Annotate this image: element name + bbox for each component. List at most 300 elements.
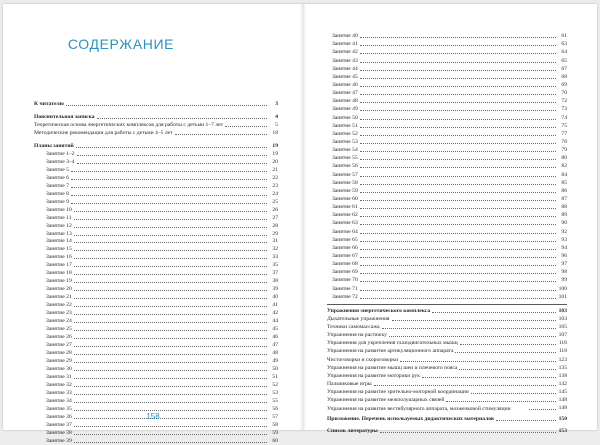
toc-entry-label: Занятие 63 [332, 220, 358, 227]
dot-leader [459, 368, 556, 370]
toc-entry-page: 75 [561, 122, 567, 129]
toc-entry-label: Занятие 56 [332, 163, 358, 170]
dot-leader [66, 104, 267, 106]
toc-entry[interactable] [327, 48, 567, 56]
dot-leader [71, 194, 267, 196]
toc-entry-page: 4 [275, 113, 278, 120]
toc-entry[interactable] [327, 227, 567, 235]
dot-leader [360, 93, 556, 95]
toc-entry[interactable] [327, 154, 567, 162]
dot-leader [360, 280, 556, 282]
toc-entry[interactable] [34, 174, 278, 182]
toc-entry[interactable] [327, 170, 567, 178]
toc-entry[interactable] [327, 323, 567, 331]
toc-entry-page: 70 [561, 90, 567, 97]
toc-entry[interactable] [327, 162, 567, 170]
toc-entry[interactable] [34, 198, 278, 206]
toc-entry[interactable] [327, 364, 567, 372]
dot-leader [74, 289, 267, 291]
toc-entry-page: 100 [558, 285, 567, 292]
toc-entry-page: 32 [272, 246, 278, 253]
toc-entry[interactable] [327, 339, 567, 347]
toc-entry-label: Занятие 1–2 [46, 150, 75, 157]
toc-entry-label: Занятие 52 [332, 130, 358, 137]
toc-entry[interactable] [327, 81, 567, 89]
dot-leader [74, 305, 267, 307]
toc-entry[interactable] [327, 396, 567, 404]
toc-entry-label: Занятие 35 [46, 405, 72, 412]
toc-entry[interactable] [327, 236, 567, 244]
toc-entry[interactable] [34, 389, 278, 397]
dot-leader [432, 311, 556, 313]
toc-entry-page: 123 [558, 356, 567, 363]
toc-entry[interactable] [34, 317, 278, 325]
dot-leader [360, 289, 556, 291]
toc-entry-page: 145 [558, 389, 567, 396]
toc-entry[interactable] [327, 331, 567, 339]
toc-entry-label: Занятие 57 [332, 171, 358, 178]
toc-entry-page: 88 [561, 204, 567, 211]
toc-entry[interactable] [34, 182, 278, 190]
dot-leader [455, 351, 556, 353]
dot-leader [360, 191, 556, 193]
toc-entry[interactable] [327, 415, 567, 423]
toc-entry-label: Занятие 69 [332, 269, 358, 276]
dot-leader [360, 223, 556, 225]
dot-leader [360, 256, 556, 258]
dot-leader [74, 401, 267, 403]
toc-entry-page: 19 [272, 142, 278, 149]
toc-entry[interactable] [34, 397, 278, 405]
dot-leader [360, 134, 556, 136]
toc-entry[interactable] [327, 56, 567, 64]
toc-entry-label: Занятие 62 [332, 212, 358, 219]
toc-entry-label: Техники самомассажа [327, 324, 380, 331]
dot-leader [460, 343, 556, 345]
dot-leader [360, 166, 556, 168]
toc-entry[interactable] [34, 269, 278, 277]
toc-entry-page: 27 [272, 214, 278, 221]
toc-entry-page: 18 [272, 129, 278, 136]
toc-entry[interactable] [327, 195, 567, 203]
toc-entry-page: 90 [561, 220, 567, 227]
toc-entry-page: 28 [272, 222, 278, 229]
toc-entry-label: Методические рекомендации для работы с детьми 4–5 лет [34, 129, 173, 136]
toc-entry[interactable] [34, 309, 278, 317]
toc-entry-label: Занятие 53 [332, 138, 358, 145]
toc-entry-page: 52 [272, 381, 278, 388]
toc-entry-label: Упражнения на развитие вестибулярного аппарата, мозжечковой стимуляции [327, 405, 511, 412]
toc-entry[interactable] [34, 293, 278, 301]
toc-entry[interactable] [34, 100, 278, 108]
toc-entry[interactable] [34, 437, 278, 445]
toc-entry[interactable] [34, 301, 278, 309]
toc-entry-label: Занятие 39 [46, 437, 72, 444]
toc-entry-label: Дыхательные упражнения [327, 315, 390, 322]
toc-entry[interactable] [34, 214, 278, 222]
toc-entry[interactable] [327, 380, 567, 388]
dot-leader [74, 377, 267, 379]
toc-entry-label: Планы занятий [34, 142, 74, 149]
toc-entry-label: Занятие 12 [46, 222, 72, 229]
dot-leader [360, 240, 556, 242]
toc-entry-label: Занятие 5 [46, 166, 69, 173]
toc-entry-page: 51 [272, 373, 278, 380]
dot-leader [71, 170, 267, 172]
toc-entry[interactable] [327, 293, 567, 301]
dot-leader [360, 142, 556, 144]
toc-entry-label: Занятие 32 [46, 381, 72, 388]
dot-leader [392, 319, 556, 321]
toc-entry-label: Занятие 50 [332, 114, 358, 121]
toc-entry[interactable] [34, 277, 278, 285]
toc-entry-page: 53 [272, 389, 278, 396]
toc-entry[interactable] [327, 73, 567, 81]
toc-entry[interactable] [327, 97, 567, 105]
toc-entry[interactable] [34, 373, 278, 381]
toc-entry[interactable] [327, 219, 567, 227]
toc-entry-page: 29 [272, 230, 278, 237]
toc-entry[interactable] [327, 252, 567, 260]
toc-entry-page: 135 [558, 364, 567, 371]
toc-entry-label: Занятие 21 [46, 294, 72, 301]
toc-entry[interactable] [327, 130, 567, 138]
toc-entry[interactable] [34, 349, 278, 357]
toc-entry[interactable] [34, 150, 278, 158]
dot-leader [77, 162, 267, 164]
toc-entry-page: 48 [272, 350, 278, 357]
toc-entry-page: 21 [272, 166, 278, 173]
toc-entry-label: Занятие 7 [46, 182, 69, 189]
toc-entry-label: Чистоговорки и скороговорки [327, 356, 399, 363]
dot-leader [74, 297, 267, 299]
toc-entry-page: 50 [272, 365, 278, 372]
toc-entry-page: 38 [272, 278, 278, 285]
toc-entry-label: Упражнения энергетического комплекса [327, 307, 431, 314]
toc-entry-page: 45 [272, 326, 278, 333]
toc-entry[interactable] [34, 206, 278, 214]
toc-entry-page: 26 [272, 206, 278, 213]
toc-entry[interactable] [327, 355, 567, 363]
toc-entry-label: Занятие 47 [332, 90, 358, 97]
dot-leader [74, 345, 267, 347]
dot-leader [97, 117, 267, 119]
toc-entry[interactable] [34, 421, 278, 429]
toc-entry-page: 65 [561, 57, 567, 64]
toc-entry-page: 84 [561, 171, 567, 178]
toc-entry[interactable] [327, 268, 567, 276]
toc-entry-label: Упражнения на развитие межполушарных связей [327, 397, 445, 404]
toc-entry-page: 138 [558, 372, 567, 379]
toc-entry[interactable] [327, 105, 567, 113]
toc-entry-label: Упражнения для укрепления глазодвигательных мышц [327, 340, 458, 347]
toc-entry-page: 80 [561, 155, 567, 162]
toc-entry-label: Занятие 24 [46, 318, 72, 325]
toc-entry-label: Занятие 14 [46, 238, 72, 245]
toc-entry-label: Занятие 37 [46, 421, 72, 428]
toc-entry-page: 44 [272, 318, 278, 325]
toc-entry[interactable] [327, 244, 567, 252]
toc-entry[interactable] [34, 261, 278, 269]
dot-leader [74, 337, 267, 339]
toc-entry[interactable] [327, 404, 567, 412]
toc-entry-page: 23 [272, 182, 278, 189]
toc-entry-label: Занятие 58 [332, 179, 358, 186]
toc-entry-page: 93 [561, 236, 567, 243]
dot-leader [360, 52, 556, 54]
toc-entry[interactable] [34, 230, 278, 238]
toc-entry-label: Упражнения на развитие моторики рук [327, 372, 420, 379]
dot-leader [380, 431, 556, 433]
toc-entry-label: Занятие 31 [46, 373, 72, 380]
toc-entry-label: Занятие 72 [332, 293, 358, 300]
toc-entry-label: Занятие 61 [332, 204, 358, 211]
toc-entry-label: Занятие 19 [46, 278, 72, 285]
toc-entry[interactable] [34, 166, 278, 174]
toc-entry[interactable] [34, 190, 278, 198]
dot-leader [175, 133, 267, 135]
toc-entry-page: 35 [272, 262, 278, 269]
toc-entry-page: 98 [561, 269, 567, 276]
dot-leader [74, 385, 267, 387]
toc-entry-page: 58 [272, 421, 278, 428]
toc-entry[interactable] [34, 113, 278, 121]
toc-entry[interactable] [327, 347, 567, 355]
toc-entry[interactable] [34, 333, 278, 341]
toc-right-column [327, 32, 567, 435]
toc-entry[interactable] [34, 222, 278, 230]
toc-entry-label: Упражнения на развитие артикуляционного аппарата [327, 348, 454, 355]
toc-entry-label: Занятие 43 [332, 57, 358, 64]
toc-entry-label: Занятие 40 [332, 33, 358, 40]
toc-entry-label: Занятие 51 [332, 122, 358, 129]
toc-entry[interactable] [327, 146, 567, 154]
toc-entry[interactable] [34, 158, 278, 166]
toc-entry-page: 24 [272, 190, 278, 197]
dot-leader [74, 361, 267, 363]
toc-entry[interactable] [327, 315, 567, 323]
toc-entry-label: Занятие 15 [46, 246, 72, 253]
dot-leader [360, 248, 556, 250]
toc-entry[interactable] [327, 65, 567, 73]
toc-entry-page: 64 [561, 49, 567, 56]
section-divider [327, 304, 567, 305]
toc-entry-page: 78 [561, 138, 567, 145]
toc-entry-page: 148 [558, 405, 567, 412]
toc-entry-label: Занятие 23 [46, 310, 72, 317]
toc-entry[interactable] [327, 426, 567, 434]
toc-entry-label: Занятие 28 [46, 350, 72, 357]
toc-entry[interactable] [327, 179, 567, 187]
toc-entry[interactable] [34, 245, 278, 253]
toc-entry-label: Занятие 48 [332, 98, 358, 105]
toc-entry-page: 59 [272, 429, 278, 436]
toc-entry-label: Занятие 54 [332, 147, 358, 154]
dot-leader [74, 425, 267, 427]
toc-entry-page: 3 [275, 100, 278, 107]
toc-entry-label: Занятие 59 [332, 187, 358, 194]
toc-entry[interactable] [327, 138, 567, 146]
dot-leader [360, 61, 556, 63]
dot-leader [529, 408, 556, 410]
page-number: 158 [146, 412, 160, 421]
dot-leader [74, 241, 267, 243]
toc-entry-label: Список литературы [327, 427, 378, 434]
toc-entry-label: Занятие 66 [332, 244, 358, 251]
dot-leader [360, 109, 556, 111]
dot-leader [74, 393, 267, 395]
toc-entry-page: 47 [272, 342, 278, 349]
toc-entry[interactable] [34, 325, 278, 333]
toc-entry-label: Занятие 41 [332, 41, 358, 48]
toc-entry-label: Приложение. Перечень используемых дидактических материалов [327, 416, 494, 423]
dot-leader [360, 232, 556, 234]
toc-entry-label: Занятие 20 [46, 286, 72, 293]
toc-entry-page: 39 [272, 286, 278, 293]
toc-entry[interactable] [327, 372, 567, 380]
toc-entry-page: 105 [558, 324, 567, 331]
dot-leader [360, 36, 556, 38]
toc-entry-label: Занятие 17 [46, 262, 72, 269]
toc-entry[interactable] [327, 276, 567, 284]
dot-leader [360, 215, 556, 217]
toc-entry-label: Занятие 33 [46, 389, 72, 396]
toc-entry-label: Занятие 34 [46, 397, 72, 404]
toc-entry[interactable] [327, 284, 567, 292]
toc-entry-label: Занятие 71 [332, 285, 358, 292]
dot-leader [360, 126, 556, 128]
toc-entry-page: 103 [558, 315, 567, 322]
toc-left-column [34, 100, 278, 445]
toc-entry-page: 67 [561, 65, 567, 72]
toc-entry[interactable] [327, 307, 567, 315]
dot-leader [74, 409, 267, 411]
dot-leader [360, 150, 556, 152]
dot-leader [74, 218, 267, 220]
toc-entry-label: Занятие 45 [332, 73, 358, 80]
toc-entry-page: 56 [272, 405, 278, 412]
toc-entry-label: Занятие 44 [332, 65, 358, 72]
toc-entry[interactable] [327, 122, 567, 130]
toc-entry[interactable] [34, 365, 278, 373]
toc-entry-page: 37 [272, 270, 278, 277]
toc-entry-page: 99 [561, 277, 567, 284]
toc-entry-label: Занятие 49 [332, 106, 358, 113]
dot-leader [74, 433, 267, 435]
toc-entry[interactable] [327, 203, 567, 211]
toc-entry-label: Занятие 25 [46, 326, 72, 333]
dot-leader [74, 329, 267, 331]
toc-entry-label: Занятие 36 [46, 413, 72, 420]
dot-leader [71, 178, 267, 180]
dot-leader [74, 441, 267, 443]
page-title: СОДЕРЖАНИЕ [67, 36, 175, 52]
dot-leader [71, 202, 267, 204]
toc-entry[interactable] [34, 357, 278, 365]
dot-leader [74, 210, 267, 212]
dot-leader [471, 392, 556, 394]
toc-entry[interactable] [34, 142, 278, 150]
toc-entry-page: 107 [558, 332, 567, 339]
toc-entry-page: 150 [558, 416, 567, 423]
toc-entry-page: 72 [561, 98, 567, 105]
dot-leader [74, 369, 267, 371]
dot-leader [389, 335, 556, 337]
toc-entry[interactable] [327, 211, 567, 219]
toc-entry-label: Занятие 27 [46, 342, 72, 349]
dot-leader [360, 44, 556, 46]
toc-entry-page: 46 [272, 334, 278, 341]
toc-entry[interactable] [327, 113, 567, 121]
toc-entry-label: Занятие 46 [332, 81, 358, 88]
dot-leader [446, 400, 556, 402]
toc-entry[interactable] [327, 187, 567, 195]
toc-entry-label: Занятие 68 [332, 261, 358, 268]
toc-entry[interactable] [34, 253, 278, 261]
toc-entry[interactable] [34, 381, 278, 389]
toc-entry-page: 82 [561, 163, 567, 170]
toc-entry[interactable] [34, 238, 278, 246]
dot-leader [422, 376, 556, 378]
dot-leader [360, 297, 556, 299]
toc-entry-page: 96 [561, 252, 567, 259]
toc-entry-page: 142 [558, 381, 567, 388]
dot-leader [74, 281, 267, 283]
book-spread [3, 4, 597, 444]
toc-entry[interactable] [327, 40, 567, 48]
dot-leader [360, 69, 556, 71]
toc-entry-page: 22 [272, 174, 278, 181]
toc-entry-page: 41 [272, 302, 278, 309]
dot-leader [74, 249, 267, 251]
toc-entry-label: Занятие 42 [332, 49, 358, 56]
dot-leader [74, 353, 267, 355]
toc-entry-page: 74 [561, 114, 567, 121]
dot-leader [74, 257, 267, 259]
toc-entry-page: 89 [561, 212, 567, 219]
toc-entry-page: 153 [558, 427, 567, 434]
toc-entry-page: 25 [272, 198, 278, 205]
toc-entry-page: 101 [558, 293, 567, 300]
toc-entry-page: 33 [272, 254, 278, 261]
toc-entry-label: Пояснительная записка [34, 113, 95, 120]
toc-entry-label: Занятие 3–4 [46, 158, 75, 165]
toc-entry[interactable] [34, 341, 278, 349]
toc-entry[interactable] [34, 129, 278, 137]
toc-entry[interactable] [327, 32, 567, 40]
toc-entry[interactable] [327, 260, 567, 268]
toc-entry-page: 148 [558, 397, 567, 404]
toc-entry-label: Занятие 64 [332, 228, 358, 235]
toc-entry-label: Занятие 60 [332, 195, 358, 202]
toc-entry-page: 55 [272, 397, 278, 404]
toc-entry-page: 20 [272, 158, 278, 165]
toc-entry[interactable] [34, 121, 278, 129]
dot-leader [360, 199, 556, 201]
dot-leader [374, 384, 556, 386]
toc-entry-label: Занятие 55 [332, 155, 358, 162]
dot-leader [71, 186, 267, 188]
toc-entry[interactable] [34, 285, 278, 293]
toc-entry-page: 94 [561, 244, 567, 251]
toc-entry[interactable] [34, 429, 278, 437]
dot-leader [382, 327, 556, 329]
toc-entry-label: К читателю [34, 100, 64, 107]
dot-leader [74, 313, 267, 315]
toc-entry[interactable] [327, 388, 567, 396]
toc-entry-label: Занятие 6 [46, 174, 69, 181]
toc-entry[interactable] [327, 89, 567, 97]
